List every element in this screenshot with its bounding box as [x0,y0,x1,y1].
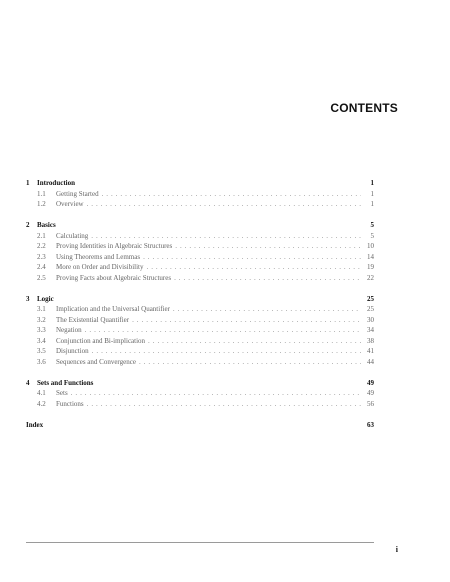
toc-section-entry[interactable] [26,357,374,368]
toc-section-entry[interactable] [26,252,374,263]
section-number: 2.1 [37,231,46,240]
toc-section-entry[interactable] [26,199,374,210]
page-reference: 34 [367,326,374,334]
dot-leader [84,325,361,336]
toc-chapter-entry[interactable] [26,220,374,231]
page-reference: 38 [367,336,374,345]
toc-section-entry[interactable] [26,325,374,336]
toc-spacer [26,409,374,420]
page-reference: 44 [367,357,374,366]
chapter-title: Index [26,420,44,429]
page-reference: 56 [367,399,374,408]
dot-leader [147,336,361,347]
dot-leader [70,388,361,399]
toc-chapter-entry[interactable] [26,178,374,189]
page-reference: 41 [367,347,374,355]
section-number: 2.4 [37,263,46,271]
section-number: 3.2 [37,315,46,324]
page-reference: 1 [370,189,374,198]
page-reference: 25 [367,305,374,313]
section-number: 4.2 [37,399,46,408]
dot-leader [172,304,361,315]
page-reference: 30 [367,315,374,324]
section-title: The Existential Quantifier [56,315,130,324]
dot-leader [142,252,361,263]
chapter-title: Basics [37,221,56,229]
dot-leader [91,346,361,357]
dot-leader [173,273,361,284]
page-reference: 19 [367,263,374,271]
section-number: 3.1 [37,305,46,313]
toc-section-entry[interactable] [26,189,374,200]
section-number: 1.1 [37,189,46,198]
section-number: 2.3 [37,252,46,261]
toc-section-entry[interactable] [26,262,374,273]
section-title: Using Theorems and Lemmas [56,252,141,261]
section-title: Conjunction and Bi-implication [56,336,146,345]
chapter-number: 2 [26,221,30,229]
toc-section-entry[interactable] [26,336,374,347]
section-number: 3.6 [37,357,46,366]
page-reference: 49 [367,389,374,397]
section-title: Getting Started [56,189,99,198]
chapter-number: 3 [26,294,30,303]
dot-leader [174,241,361,252]
section-title: More on Order and Divisibility [56,263,144,271]
section-title: Calculating [56,231,89,240]
page-reference: 63 [367,420,374,429]
toc-spacer [26,210,374,221]
toc-section-entry[interactable] [26,304,374,315]
toc-section-entry[interactable] [26,273,374,284]
section-number: 3.4 [37,336,46,345]
toc-spacer [26,283,374,294]
section-title: Overview [56,200,84,208]
dot-leader [146,262,362,273]
toc-chapter-entry[interactable] [26,420,374,431]
page-reference: 1 [370,200,374,208]
chapter-number: 1 [26,179,30,187]
table-of-contents [26,178,374,430]
dot-leader [86,399,361,410]
section-number: 2.2 [37,242,46,250]
section-title: Sequences and Convergence [56,357,136,366]
dot-leader [86,199,361,210]
page-reference: 10 [367,242,374,250]
toc-section-entry[interactable] [26,399,374,410]
toc-section-entry[interactable] [26,388,374,399]
section-title: Proving Facts about Algebraic Structures [56,273,172,282]
toc-section-entry[interactable] [26,231,374,242]
toc-chapter-entry[interactable] [26,294,374,305]
section-number: 1.2 [37,200,46,208]
section-number: 3.3 [37,326,46,334]
page-reference: 25 [367,294,374,303]
page-reference: 49 [367,378,374,387]
toc-section-entry[interactable] [26,241,374,252]
toc-section-entry[interactable] [26,315,374,326]
section-number: 3.5 [37,347,46,355]
dot-leader [101,189,361,200]
dot-leader [90,231,361,242]
dot-leader [131,315,361,326]
section-title: Implication and the Universal Quantifier [56,305,170,313]
toc-spacer [26,367,374,378]
section-number: 4.1 [37,389,46,397]
section-title: Disjunction [56,347,89,355]
page-reference: 22 [367,273,374,282]
chapter-number: 4 [26,378,30,387]
dot-leader [138,357,361,368]
toc-section-entry[interactable] [26,346,374,357]
page-title: CONTENTS [330,101,398,115]
footer-rule [26,542,374,543]
page-reference: 5 [370,221,374,229]
page-number: i [395,545,398,554]
chapter-title: Logic [37,294,54,303]
section-title: Proving Identities in Algebraic Structures [56,242,173,250]
section-number: 2.5 [37,273,46,282]
section-title: Functions [56,399,84,408]
page-reference: 14 [367,252,374,261]
section-title: Sets [56,389,68,397]
section-title: Negation [56,326,82,334]
chapter-title: Introduction [37,179,75,187]
toc-chapter-entry[interactable] [26,378,374,389]
page-reference: 5 [370,231,374,240]
chapter-title: Sets and Functions [37,378,94,387]
page-reference: 1 [370,179,374,187]
